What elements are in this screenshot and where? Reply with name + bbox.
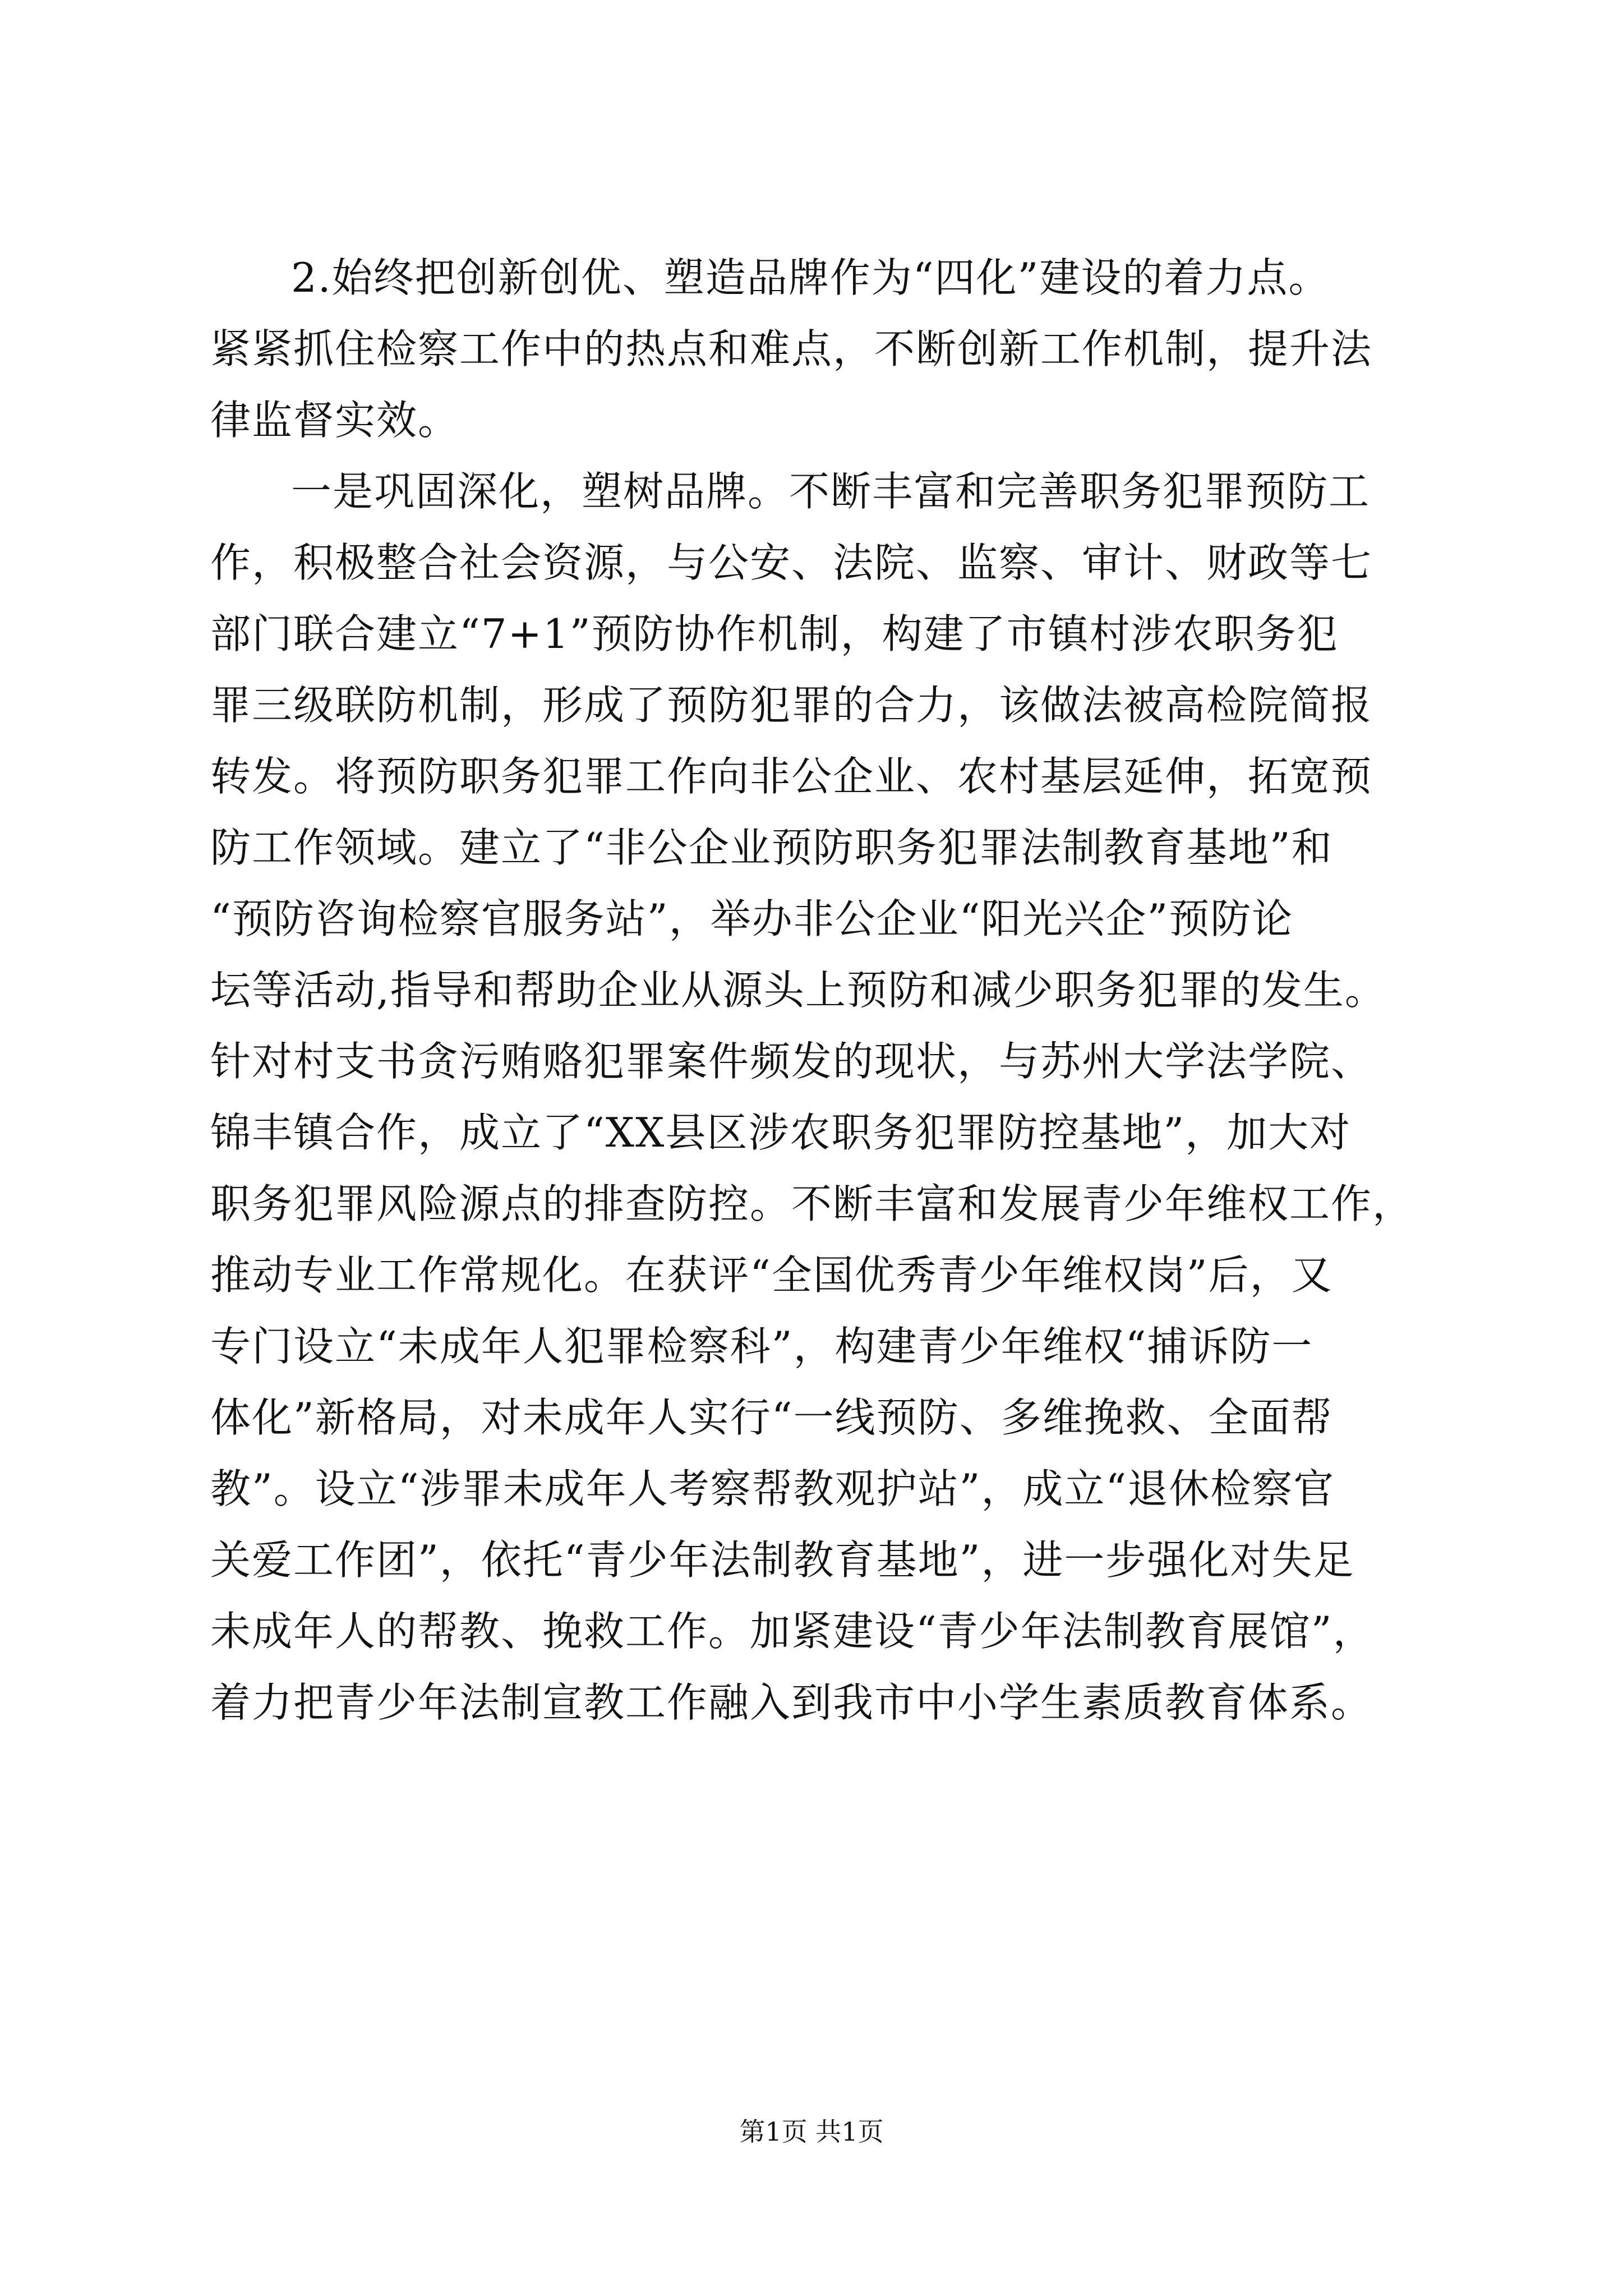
text-line: 职务犯罪风险源点的排查防控。不断丰富和发展青少年维权工作， [210,1180,1414,1227]
text-line: 推动专业工作常规化。在获评“全国优秀青少年维权岗”后，又 [210,1251,1333,1299]
text-line: 紧紧抓住检察工作中的热点和难点，不断创新工作机制，提升法 [210,325,1373,372]
text-line: 着力把青少年法制宣教工作融入到我市中小学生素质教育体系。 [210,1679,1373,1726]
text-line: 针对村支书贪污贿赂犯罪案件频发的现状，与苏州大学法学院、 [210,1038,1373,1085]
text-line: 转发。将预防职务犯罪工作向非公企业、农村基层延伸，拓宽预 [210,753,1373,800]
text-line: 关爱工作团”，依托“青少年法制教育基地”，进一步强化对失足 [210,1536,1355,1584]
text-line: 防工作领域。建立了“非公企业预防职务犯罪法制教育基地”和 [210,824,1333,871]
text-line: 作，积极整合社会资源，与公安、法院、监察、审计、财政等七 [210,539,1373,586]
text-line: 教”。设立“涉罪未成年人考察帮教观护站”，成立“退休检察官 [210,1465,1335,1512]
text-line: 部门联合建立“7+1”预防协作机制，构建了市镇村涉农职务犯 [210,610,1339,657]
text-line: 律监督实效。 [210,397,460,444]
page-number-footer: 第1页 共1页 [739,2116,884,2147]
text-line: 未成年人的帮教、挽救工作。加紧建设“青少年法制教育展馆”， [210,1608,1375,1655]
text-line: 罪三级联防机制，形成了预防犯罪的合力，该做法被高检院简报 [210,682,1373,729]
text-line: 体化”新格局，对未成年人实行“一线预防、多维挽救、全面帮 [210,1394,1333,1441]
text-line: 锦丰镇合作，成立了“XX县区涉农职务犯罪防控基地”，加大对 [210,1109,1352,1156]
text-line: 专门设立“未成年人犯罪检察科”，构建青少年维权“捕诉防一 [210,1323,1313,1370]
paragraph-heading-line: 2.始终把创新创优、塑造品牌作为“四化”建设的着力点。 [291,254,1330,301]
paragraph-first-line: 一是巩固深化，塑树品牌。不断丰富和完善职务犯罪预防工 [291,468,1371,515]
text-line: “预防咨询检察官服务站”，举办非公企业“阳光兴企”预防论 [210,895,1294,942]
text-line: 坛等活动,指导和帮助企业从源头上预防和减少职务犯罪的发生。 [210,967,1386,1014]
